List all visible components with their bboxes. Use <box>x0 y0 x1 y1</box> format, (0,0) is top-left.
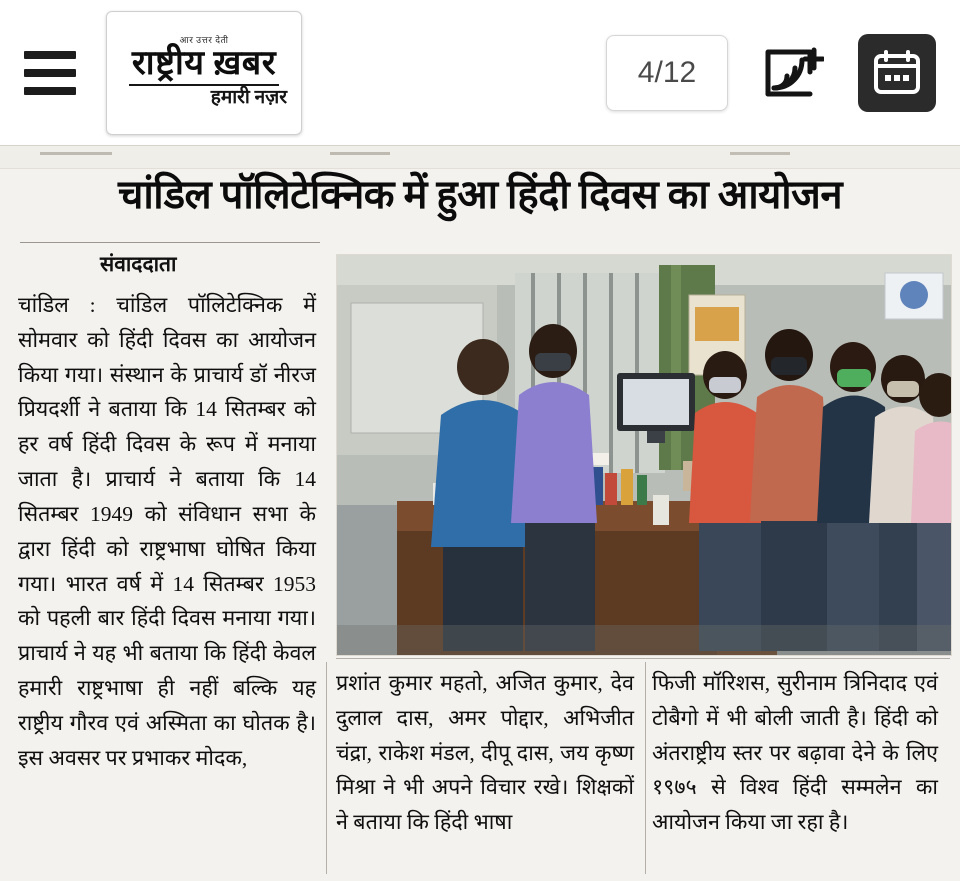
page-top-edge <box>0 146 960 169</box>
column-divider-horizontal <box>336 658 950 659</box>
article-headline: चांडिल पॉलिटेक्निक में हुआ हिंदी दिवस का आयोजन <box>117 172 843 217</box>
article-photo[interactable] <box>336 254 952 656</box>
hamburger-bar <box>24 69 76 77</box>
headline-divider <box>20 242 320 243</box>
toolbar-right-group <box>606 34 936 112</box>
article-column-middle: प्रशांत कुमार महतो, अजित कुमार, देव दुलाल दास, अमर पोद्दार, अभिजीत चंद्रा, राकेश मंडल, दीपू दास, जय कृष्ण मिश्रा ने भी अपने विचार रखे। शिक्षकों ने बताया कि हिंदी भाषा <box>336 671 634 835</box>
page-counter[interactable]: 4/12 <box>606 35 728 111</box>
clip-add-icon[interactable] <box>754 34 832 112</box>
hamburger-bar <box>24 87 76 95</box>
newspaper-masthead-logo[interactable] <box>106 11 302 135</box>
column-divider-left <box>326 662 327 874</box>
article-byline: संवाददाता <box>100 252 177 276</box>
calendar-icon[interactable] <box>858 34 936 112</box>
article-column-left: चांडिल : चांडिल पॉलिटेक्निक में सोमवार को हिंदी दिवस का आयोजन किया गया। संस्थान के प्राचार्य डॉ नीरज प्रियदर्शी ने बताया कि 14 सितम्बर को हर वर्ष हिंदी दिवस के रूप में मनाया जाता है। प्राचार्य ने बताया कि 14 सितम्बर 1949 को संविधान सभा के द्वारा हिंदी को राष्ट्रभाषा घोषित किया गया। भारत वर्ष में 14 सितम्बर 1953 को पहली बार हिंदी दिवस मनाया गया। प्राचार्य ने यह भी बताया कि हिंदी केवल हमारी राष्ट्रभाषा ही नहीं बल्कि यह राष्ट्रीय गौरव एवं अस्मिता का घोतक है। इस अवसर पर प्रभाकर मोदक, <box>18 293 316 770</box>
newspaper-page[interactable] <box>0 145 960 881</box>
top-toolbar <box>0 0 960 145</box>
hamburger-menu-icon[interactable] <box>24 51 76 95</box>
hamburger-bar <box>24 51 76 59</box>
masthead-tiny-line: आर उत्तर देती <box>179 34 229 45</box>
article-column-right: फिजी मॉरिशस, सुरीनाम त्रिनिदाद एवं टोबैगो में भी बोली जाती है। हिंदी को अंतराष्ट्रीय स्तर पर बढ़ावा देने के लिए १९७५ से विश्व हिंदी सम्मलेन का आयोजन किया जा रहा है। <box>652 671 938 835</box>
masthead-subtitle: हमारी नज़र <box>210 87 287 109</box>
masthead-title: राष्ट्रीय ख़बर <box>131 44 277 82</box>
article-bottom-columns <box>336 666 950 840</box>
